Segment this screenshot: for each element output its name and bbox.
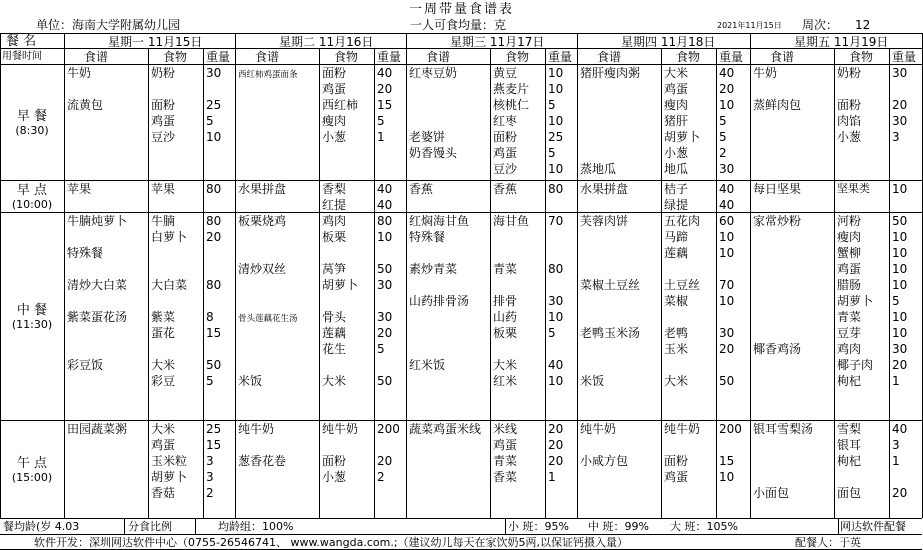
food-name: 苹果 [151, 182, 176, 196]
food-name: 面粉 [493, 130, 518, 144]
food-name: 胡萝卜 [151, 470, 188, 484]
food-name: 玉米 [664, 342, 689, 356]
dish-name: 小面包 [753, 486, 790, 500]
food-name: 胡萝卜 [837, 294, 874, 308]
grid-vline [834, 48, 835, 518]
food-name: 大米 [151, 358, 176, 372]
food-amount: 2 [206, 486, 214, 500]
food-name: 香菇 [151, 486, 176, 500]
food-name: 小葱 [664, 146, 689, 160]
food-name: 豆芽 [837, 326, 862, 340]
food-amount: 5 [548, 326, 556, 340]
footer-dev-row [0, 535, 923, 550]
dish-name: 清炒双丝 [238, 262, 287, 276]
footer-small-class: 小 班：95% [508, 520, 569, 533]
dish-name: 米饭 [238, 374, 263, 388]
footer-ratio-label: 分食比例 [128, 520, 172, 533]
food-amount: 40 [719, 198, 735, 212]
food-amount: 5 [206, 374, 214, 388]
grid-vline [319, 48, 320, 518]
food-amount: 40 [548, 358, 564, 372]
grid-vline [148, 48, 149, 518]
food-amount: 1 [892, 454, 900, 468]
food-amount: 30 [206, 66, 222, 80]
dish-name: 小咸方包 [580, 454, 629, 468]
dish-name: 清炒大白菜 [67, 278, 128, 292]
dish-name: 流黄包 [67, 98, 104, 112]
food-name: 香蕉 [493, 182, 518, 196]
food-name: 银耳 [837, 438, 862, 452]
dish-name: 水果拼盘 [238, 182, 287, 196]
food-name: 米线 [493, 422, 518, 436]
food-name: 鸡蛋 [322, 82, 347, 96]
footer-ratio-row [0, 519, 923, 534]
food-name: 面包 [837, 486, 862, 500]
food-amount: 30 [719, 326, 735, 340]
food-amount: 25 [206, 98, 222, 112]
food-amount: 20 [719, 82, 735, 96]
food-amount: 200 [719, 422, 742, 436]
amount-col-header: 重量 [892, 50, 917, 64]
food-amount: 30 [892, 342, 908, 356]
food-name: 面粉 [322, 66, 347, 80]
day-header: 星期四 11月18日 [621, 35, 716, 49]
food-name: 香梨 [322, 182, 347, 196]
dish-name: 水果拼盘 [580, 182, 629, 196]
food-amount: 80 [206, 182, 222, 196]
food-name: 瘦肉 [837, 230, 862, 244]
food-name: 香菜 [493, 470, 518, 484]
food-amount: 15 [206, 438, 222, 452]
food-name: 海甘鱼 [493, 214, 530, 228]
food-amount: 10 [206, 130, 222, 144]
dish-name: 素炒青菜 [409, 262, 458, 276]
grid-vline [406, 33, 407, 518]
food-name: 鸡蛋 [664, 470, 689, 484]
dish-name: 红枣豆奶 [409, 66, 458, 80]
footer-middle-class: 中 班：99% [588, 520, 649, 533]
food-name: 红提 [322, 198, 347, 212]
food-name: 面粉 [151, 98, 176, 112]
food-name: 瘦肉 [664, 98, 689, 112]
grid-vline [490, 48, 491, 518]
food-amount: 5 [719, 114, 727, 128]
grid-hline [0, 33, 922, 34]
food-name: 鸡蛋 [664, 82, 689, 96]
dish-name: 田园蔬菜粥 [67, 422, 128, 436]
food-name: 蛋花 [151, 326, 176, 340]
food-name: 纯牛奶 [322, 422, 359, 436]
food-amount: 80 [548, 182, 564, 196]
meal-time: (8:30) [15, 124, 49, 137]
food-amount: 10 [548, 66, 564, 80]
food-amount: 10 [719, 246, 735, 260]
food-amount: 5 [206, 114, 214, 128]
food-name: 紫菜 [151, 310, 176, 324]
dish-name: 西红柿鸡蛋面条 [238, 70, 298, 80]
grid-vline [889, 48, 890, 518]
meal-name: 中 餐 [16, 303, 48, 318]
food-name: 莲藕 [664, 246, 689, 260]
week-number: 12 [855, 18, 871, 32]
meal-time-header: 用餐时间 [2, 51, 42, 62]
food-name: 鸡蛋 [837, 262, 862, 276]
dish-name: 奶香馒头 [409, 146, 458, 160]
food-name: 地瓜 [664, 162, 689, 176]
food-amount: 30 [548, 294, 564, 308]
food-amount: 2 [377, 470, 385, 484]
food-name: 瘦肉 [322, 114, 347, 128]
food-amount: 10 [892, 262, 908, 276]
recipe-col-header: 食谱 [597, 50, 622, 64]
food-amount: 20 [892, 358, 908, 372]
food-name: 面粉 [322, 454, 347, 468]
food-name: 肉馅 [837, 114, 862, 128]
food-amount: 10 [719, 470, 735, 484]
food-amount: 10 [548, 310, 564, 324]
food-name: 鸡蛋 [151, 114, 176, 128]
food-amount: 70 [719, 278, 735, 292]
dish-name: 银耳雪梨汤 [753, 422, 814, 436]
week-label: 周次： [802, 18, 839, 32]
dish-name: 米饭 [580, 374, 605, 388]
unit-label: 单位：海南大学附属幼儿园 [36, 18, 181, 32]
food-name: 奶粉 [837, 66, 862, 80]
dish-name: 猪肝瘦肉粥 [580, 66, 641, 80]
food-name: 椰子肉 [837, 358, 874, 372]
recipe-col-header: 食谱 [770, 50, 795, 64]
food-amount: 30 [892, 114, 908, 128]
food-amount: 15 [206, 326, 222, 340]
meal-name: 早 点 [16, 183, 48, 198]
per-person-label: 一人可食均量：克 [410, 18, 507, 32]
food-amount: 10 [719, 230, 735, 244]
food-amount: 10 [892, 182, 908, 196]
food-amount: 10 [548, 374, 564, 388]
food-amount: 10 [548, 114, 564, 128]
food-name: 雪梨 [837, 422, 862, 436]
dish-name: 山药排骨汤 [409, 294, 470, 308]
food-name: 马蹄 [664, 230, 689, 244]
dish-name: 骨头莲藕花生汤 [238, 314, 298, 324]
food-amount: 40 [719, 182, 735, 196]
food-amount: 50 [377, 262, 393, 276]
food-amount: 10 [377, 230, 393, 244]
dish-name: 牛腩炖萝卜 [67, 214, 128, 228]
food-amount: 20 [548, 422, 564, 436]
food-amount: 30 [377, 278, 393, 292]
food-amount: 2 [719, 146, 727, 160]
food-amount: 30 [892, 66, 908, 80]
food-amount: 15 [377, 98, 393, 112]
food-amount: 25 [548, 130, 564, 144]
day-header: 星期三 11月17日 [450, 35, 545, 49]
dish-name: 椰香鸡汤 [753, 342, 802, 356]
food-name: 燕麦片 [493, 82, 530, 96]
food-amount: 10 [892, 310, 908, 324]
dish-name: 彩豆饭 [67, 358, 104, 372]
food-name: 莴笋 [322, 262, 347, 276]
food-amount: 10 [719, 294, 735, 308]
food-amount: 10 [548, 162, 564, 176]
food-amount: 8 [206, 310, 214, 324]
meal-name: 早 餐 [16, 109, 48, 124]
food-name: 鸡肉 [837, 342, 862, 356]
food-amount: 20 [892, 486, 908, 500]
recipe-col-header: 食谱 [426, 50, 451, 64]
food-amount: 5 [377, 342, 385, 356]
food-amount: 10 [892, 246, 908, 260]
food-name: 小葱 [322, 470, 347, 484]
food-name: 核桃仁 [493, 98, 530, 112]
dish-name: 菜椒土豆丝 [580, 278, 641, 292]
food-name: 青菜 [493, 454, 518, 468]
food-amount: 30 [377, 310, 393, 324]
food-name: 莲藕 [322, 326, 347, 340]
food-name: 枸杞 [837, 374, 862, 388]
food-amount: 40 [377, 198, 393, 212]
food-col-header: 食物 [849, 50, 874, 64]
dish-name: 牛奶 [67, 66, 92, 80]
food-name: 菜椒 [664, 294, 689, 308]
food-name: 大米 [664, 66, 689, 80]
grid-vline [661, 48, 662, 518]
food-amount: 15 [719, 454, 735, 468]
food-name: 鸡肉 [322, 214, 347, 228]
grid-hline [0, 64, 922, 65]
food-name: 红米 [493, 374, 518, 388]
grid-vline [203, 48, 204, 518]
meal-name: 午 点 [16, 456, 48, 471]
food-amount: 80 [548, 262, 564, 276]
food-amount: 5 [377, 114, 385, 128]
food-name: 白萝卜 [151, 230, 188, 244]
day-header: 星期二 11月16日 [279, 35, 374, 49]
footer-developer: 软件开发：深圳网达软件中心（0755-26546741、 www.wangda.com.;（建议幼儿每天在家饮奶5两,以保证钙摄入量） [34, 536, 629, 549]
food-amount: 5 [548, 98, 556, 112]
food-name: 豆沙 [493, 162, 518, 176]
food-amount: 1 [892, 374, 900, 388]
food-name: 板栗 [493, 326, 518, 340]
food-col-header: 食物 [163, 50, 188, 64]
dish-name: 老鸭玉米汤 [580, 326, 641, 340]
food-name: 西红柿 [322, 98, 359, 112]
dish-name: 特殊餐 [67, 246, 104, 260]
dish-name: 蔬菜鸡蛋米线 [409, 422, 482, 436]
food-name: 纯牛奶 [664, 422, 701, 436]
dish-name: 芙蓉肉饼 [580, 214, 629, 228]
day-header: 星期五 11月19日 [794, 35, 889, 49]
food-name: 红枣 [493, 114, 518, 128]
food-name: 黄豆 [493, 66, 518, 80]
grid-vline [577, 33, 578, 518]
food-amount: 20 [719, 342, 735, 356]
amount-col-header: 重量 [377, 50, 402, 64]
food-amount: 20 [377, 454, 393, 468]
dish-name: 板栗烧鸡 [238, 214, 287, 228]
amount-col-header: 重量 [719, 50, 744, 64]
food-name: 绿提 [664, 198, 689, 212]
footer-avg-group: 均龄组：100% [218, 520, 294, 533]
food-name: 板栗 [322, 230, 347, 244]
food-name: 大米 [493, 358, 518, 372]
footer-author: 配餐人：于英 [795, 536, 861, 549]
food-amount: 50 [892, 214, 908, 228]
food-name: 河粉 [837, 214, 862, 228]
food-name: 骨头 [322, 310, 347, 324]
food-name: 小葱 [322, 130, 347, 144]
food-amount: 20 [377, 82, 393, 96]
day-header: 星期一 11月15日 [108, 35, 203, 49]
dish-name: 特殊餐 [409, 230, 446, 244]
food-name: 面粉 [664, 454, 689, 468]
food-amount: 80 [377, 214, 393, 228]
food-amount: 50 [377, 374, 393, 388]
food-name: 鸡蛋 [493, 146, 518, 160]
grid-vline [64, 33, 65, 518]
food-col-header: 食物 [676, 50, 701, 64]
dish-name: 牛奶 [753, 66, 778, 80]
food-name: 鸡蛋 [493, 438, 518, 452]
food-col-header: 食物 [334, 50, 359, 64]
food-name: 老鸭 [664, 326, 689, 340]
food-name: 胡萝卜 [322, 278, 359, 292]
grid-vline [545, 48, 546, 518]
food-amount: 40 [377, 66, 393, 80]
food-amount: 30 [719, 162, 735, 176]
food-name: 山药 [493, 310, 518, 324]
food-name: 面粉 [837, 98, 862, 112]
food-name: 大米 [151, 422, 176, 436]
food-name: 鸡蛋 [151, 438, 176, 452]
dish-name: 蒸地瓜 [580, 162, 617, 176]
food-amount: 80 [206, 278, 222, 292]
grid-vline [750, 33, 751, 518]
food-amount: 20 [892, 98, 908, 112]
food-amount: 1 [548, 470, 556, 484]
grid-vline [374, 48, 375, 518]
food-amount: 20 [548, 454, 564, 468]
food-amount: 25 [206, 422, 222, 436]
food-name: 排骨 [493, 294, 518, 308]
dish-name: 红焖海甘鱼 [409, 214, 470, 228]
food-amount: 20 [377, 326, 393, 340]
grid-vline [716, 48, 717, 518]
dish-name: 每日坚果 [753, 182, 802, 196]
food-amount: 10 [548, 82, 564, 96]
meal-time: (10:00) [11, 198, 53, 211]
food-amount: 3 [892, 438, 900, 452]
food-amount: 10 [719, 98, 735, 112]
food-name: 大白菜 [151, 278, 188, 292]
food-name: 坚果类 [837, 182, 870, 195]
amount-col-header: 重量 [206, 50, 231, 64]
dish-name: 红米饭 [409, 358, 446, 372]
food-name: 大米 [664, 374, 689, 388]
food-amount: 10 [892, 278, 908, 292]
food-name: 胡萝卜 [664, 130, 701, 144]
food-name: 猪肝 [664, 114, 689, 128]
food-name: 蟹柳 [837, 246, 862, 260]
footer-age: 餐均龄(岁 4.03 [3, 520, 80, 533]
recipe-col-header: 食谱 [255, 50, 280, 64]
food-col-header: 食物 [505, 50, 530, 64]
food-amount: 10 [892, 326, 908, 340]
amount-col-header: 重量 [548, 50, 573, 64]
food-name: 枸杞 [837, 454, 862, 468]
meal-name-header: 餐 名 [6, 34, 37, 49]
food-amount: 50 [719, 374, 735, 388]
food-name: 土豆丝 [664, 278, 701, 292]
food-amount: 5 [719, 130, 727, 144]
food-name: 青菜 [493, 262, 518, 276]
dish-name: 老婆饼 [409, 130, 446, 144]
food-amount: 70 [548, 214, 564, 228]
food-amount: 50 [206, 358, 222, 372]
dish-name: 家常炒粉 [753, 214, 802, 228]
food-name: 桔子 [664, 182, 689, 196]
food-amount: 80 [206, 214, 222, 228]
food-amount: 20 [548, 438, 564, 452]
food-name: 彩豆 [151, 374, 176, 388]
dish-name: 纯牛奶 [580, 422, 617, 436]
food-amount: 10 [892, 230, 908, 244]
food-name: 奶粉 [151, 66, 176, 80]
meal-time: (11:30) [11, 318, 53, 331]
food-amount: 3 [892, 130, 900, 144]
food-name: 花生 [322, 342, 347, 356]
food-amount: 40 [719, 66, 735, 80]
dish-name: 葱香花卷 [238, 454, 287, 468]
food-amount: 5 [548, 146, 556, 160]
footer-big-class: 大 班：105% [670, 520, 738, 533]
dish-name: 蒸鲜肉包 [753, 98, 802, 112]
food-amount: 40 [892, 422, 908, 436]
dish-name: 苹果 [67, 182, 92, 196]
food-name: 小葱 [837, 130, 862, 144]
footer-software-tag: 网达软件配餐 [840, 520, 906, 533]
food-amount: 3 [206, 454, 214, 468]
food-name: 腊肠 [837, 278, 862, 292]
food-amount: 5 [892, 294, 900, 308]
dish-name: 香蕉 [409, 182, 434, 196]
sheet-title: 一周带量食谱表 [408, 2, 514, 17]
food-amount: 1 [377, 130, 385, 144]
food-name: 五花肉 [664, 214, 701, 228]
food-name: 豆沙 [151, 130, 176, 144]
food-amount: 20 [206, 230, 222, 244]
meal-time: (15:00) [11, 471, 53, 484]
food-amount: 3 [206, 470, 214, 484]
dish-name: 纯牛奶 [238, 422, 275, 436]
food-name: 玉米粒 [151, 454, 188, 468]
food-name: 牛腩 [151, 214, 176, 228]
grid-vline [235, 33, 236, 518]
recipe-col-header: 食谱 [84, 50, 109, 64]
food-amount: 60 [719, 214, 735, 228]
food-name: 大米 [322, 374, 347, 388]
food-amount: 40 [377, 182, 393, 196]
food-name: 青菜 [837, 310, 862, 324]
dish-name: 紫菜蛋花汤 [67, 310, 128, 324]
sheet-date: 2021年11月15日 [717, 21, 782, 30]
food-amount: 200 [377, 422, 400, 436]
